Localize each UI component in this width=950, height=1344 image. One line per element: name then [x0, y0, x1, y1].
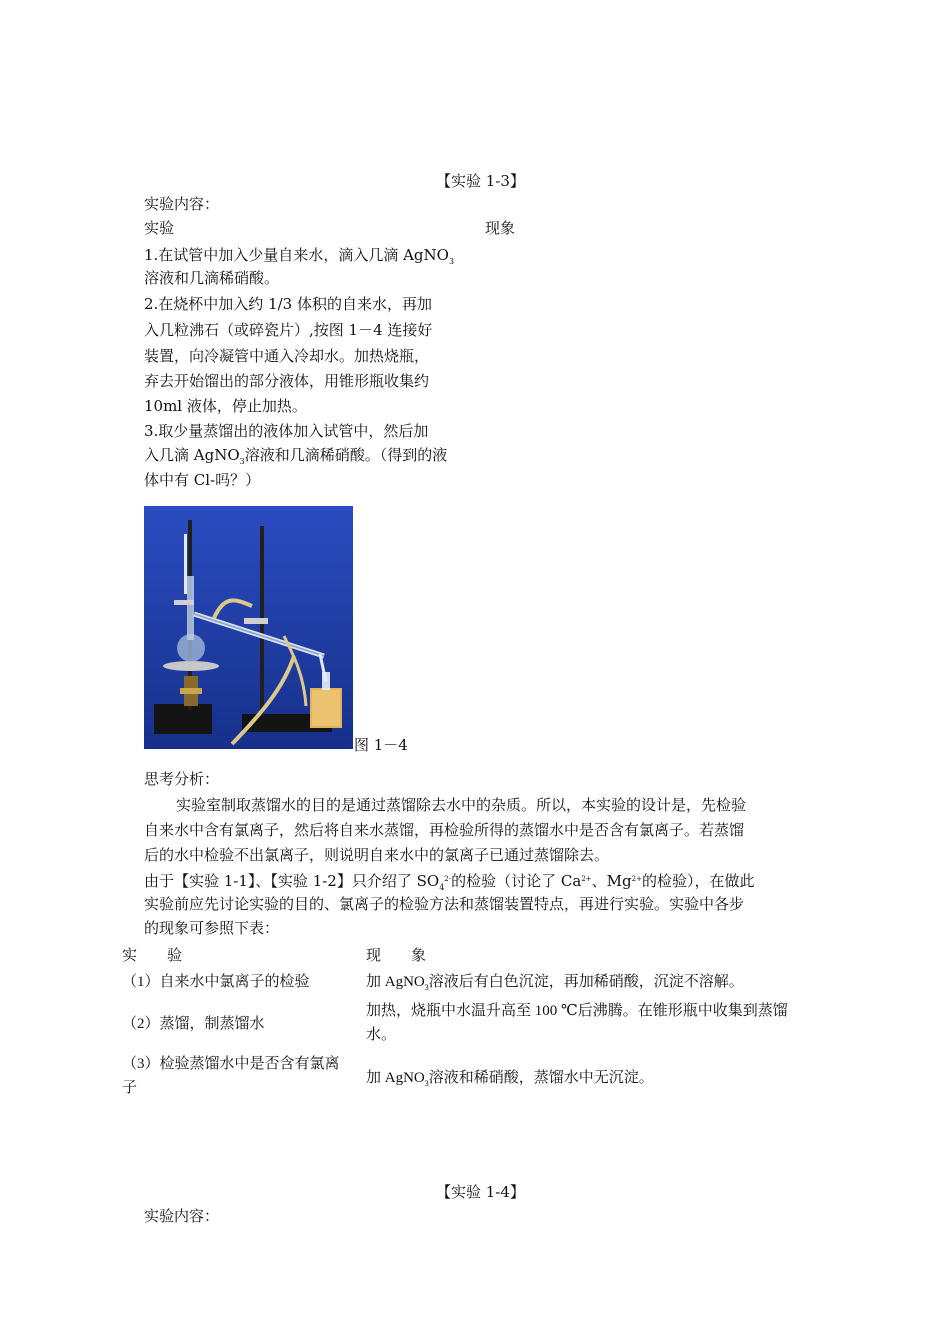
step-1-line-1: 1.在试管中加入少量自来水，滴入几滴 AgNO$_3$	[144, 246, 455, 266]
step-3-line-3: 体中有 Cl-吗？）	[144, 471, 261, 489]
table-row-2-phenomenon-line-2: 水。	[366, 1027, 397, 1043]
content-label-2: 实验内容：	[144, 1207, 220, 1225]
section-title-1-3: 【实验 1-3】	[436, 172, 525, 190]
section-title-1-4: 【实验 1-4】	[436, 1183, 525, 1201]
column-header-experiment: 实验	[144, 219, 175, 237]
table-row-2-phenomenon-line-1: 加热，烧瓶中水温升高至 100 ℃后沸腾。在锥形瓶中收集到蒸馏	[366, 1003, 788, 1019]
step-3-line-1: 3.取少量蒸馏出的液体加入试管中，然后加	[144, 422, 429, 440]
analysis-paragraph-2-line-2: 实验前应先讨论实验的目的、氯离子的检验方法和蒸馏装置特点，再进行实验。实验中各步	[144, 895, 745, 913]
step-2-line-2: 入几粒沸石（或碎瓷片）,按图 1－4 连接好	[144, 321, 433, 339]
step-2-line-5: 10ml 液体，停止加热。	[144, 397, 307, 415]
distillation-apparatus-image	[144, 506, 353, 749]
analysis-paragraph-1-line-3: 后的水中检验不出氯离子，则说明自来水中的氯离子已通过蒸馏除去。	[144, 846, 610, 864]
table-row-1-phenomenon: 加 AgNO$_3$溶液后有白色沉淀，再加稀硝酸，沉淀不溶解。	[366, 974, 744, 992]
analysis-paragraph-1-line-1: 实验室制取蒸馏水的目的是通过蒸馏除去水中的杂质。所以，本实验的设计是，先检验	[176, 796, 747, 814]
table-header-experiment: 实 验	[122, 948, 183, 964]
step-2-line-1: 2.在烧杯中加入约 1/3 体积的自来水，再加	[144, 295, 432, 313]
analysis-heading: 思考分析：	[144, 770, 220, 788]
analysis-paragraph-2-line-1: 由于【实验 1-1】、【实验 1-2】只介绍了 $SO_4^{2-}$的检验（讨论了 $Ca^{2+}$、$Mg^{2+}$的检验），在做此	[144, 872, 755, 892]
table-row-3-experiment-line-1: （3）检验蒸馏水中是否含有氯离	[122, 1056, 340, 1072]
analysis-paragraph-2-line-3: 的现象可参照下表：	[144, 919, 280, 937]
column-header-phenomenon: 现象	[485, 219, 516, 237]
step-2-line-3: 装置，向冷凝管中通入冷却水。加热烧瓶，	[144, 347, 430, 365]
analysis-paragraph-1-line-2: 自来水中含有氯离子，然后将自来水蒸馏，再检验所得的蒸馏水中是否含有氯离子。若蒸馏	[144, 821, 745, 839]
step-2-line-4: 弃去开始馏出的部分液体，用锥形瓶收集约	[144, 372, 430, 390]
figure-caption: 图 1－4	[354, 736, 408, 754]
content-label: 实验内容：	[144, 195, 220, 213]
table-row-3-phenomenon: 加 AgNO$_3$溶液和稀硝酸，蒸馏水中无沉淀。	[366, 1070, 654, 1088]
step-1-line-2: 溶液和几滴稀硝酸。	[144, 269, 280, 287]
table-row-3-experiment-line-2: 子	[122, 1080, 138, 1096]
table-row-2-experiment: （2）蒸馏，制蒸馏水	[122, 1016, 265, 1032]
table-header-phenomenon: 现 象	[366, 948, 427, 964]
step-3-line-2: 入几滴 AgNO$_3$溶液和几滴稀硝酸。（得到的液	[144, 446, 448, 466]
table-row-1-experiment: （1）自来水中氯离子的检验	[122, 974, 310, 990]
